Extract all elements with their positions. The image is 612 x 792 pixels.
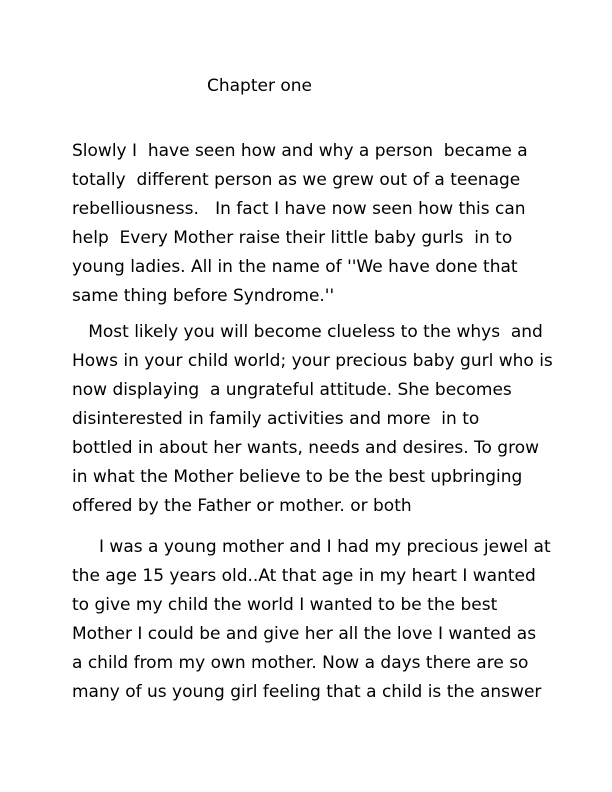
text-line: Slowly I have seen how and why a person became a bbox=[72, 141, 528, 161]
text-line: in what the Mother believe to be the best upbringing bbox=[72, 467, 523, 487]
paragraph-2 bbox=[72, 318, 552, 521]
text-line: bottled in about her wants, needs and desires. To grow bbox=[72, 438, 540, 458]
text-line: Hows in your child world; your precious baby gurl who is bbox=[72, 351, 553, 371]
text-line: offered by the Father or mother. or both bbox=[72, 496, 412, 516]
text-line: Mother I could be and give her all the love I wanted as bbox=[72, 624, 537, 644]
text-line: to give my child the world I wanted to be the best bbox=[72, 595, 498, 615]
text-line: same thing before Syndrome.'' bbox=[72, 286, 335, 306]
text-line: I was a young mother and I had my precious jewel at bbox=[72, 537, 551, 557]
text-line: Most likely you will become clueless to the whys and bbox=[72, 322, 543, 342]
text-line: a child from my own mother. Now a days there are so bbox=[72, 653, 529, 673]
chapter-title: Chapter one bbox=[207, 76, 313, 96]
text-line: totally different person as we grew out of a teenage bbox=[72, 170, 521, 190]
text-line: disinterested in family activities and more in to bbox=[72, 409, 480, 429]
paragraph-1 bbox=[72, 137, 552, 311]
text-line: the age 15 years old..At that age in my heart I wanted bbox=[72, 566, 536, 586]
text-line: many of us young girl feeling that a child is the answer bbox=[72, 682, 542, 702]
text-line: help Every Mother raise their little baby gurls in to bbox=[72, 228, 513, 248]
paragraph-3 bbox=[72, 533, 552, 707]
text-line: rebelliousness. In fact I have now seen how this can bbox=[72, 199, 526, 219]
text-line: young ladies. All in the name of ''We have done that bbox=[72, 257, 518, 277]
text-line: now displaying a ungrateful attitude. She becomes bbox=[72, 380, 512, 400]
